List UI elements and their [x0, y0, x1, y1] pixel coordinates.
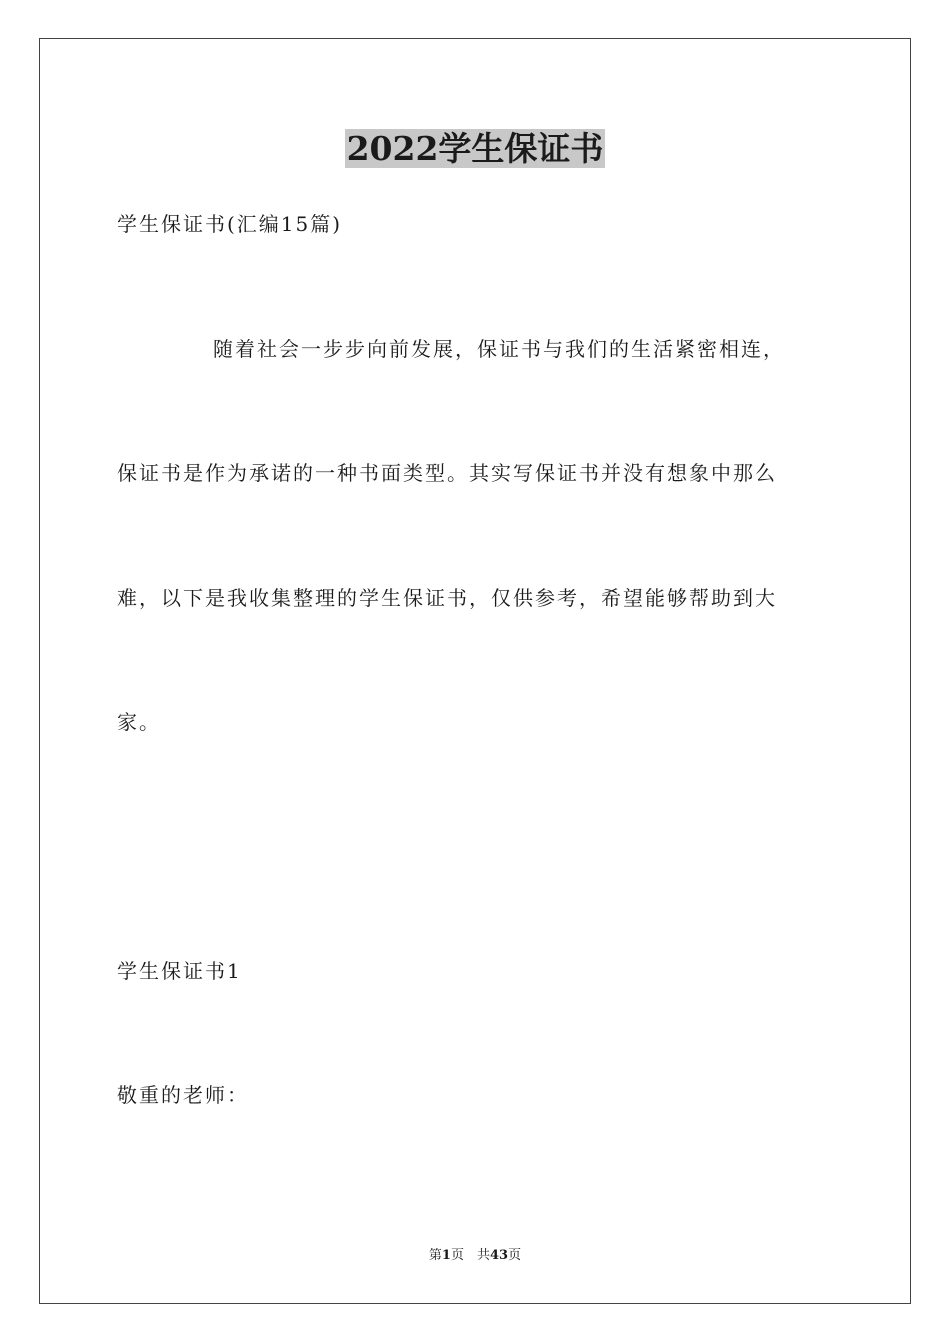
- document-title-text: 2022学生保证书: [346, 129, 604, 168]
- document-title: [0, 127, 950, 171]
- footer-suffix: 页: [508, 1248, 522, 1263]
- intro-line-3: 难，以下是我收集整理的学生保证书，仅供参考，希望能够帮助到大: [117, 586, 777, 610]
- footer-page-total: 43: [489, 1248, 509, 1263]
- page-footer: [0, 1247, 950, 1265]
- section-heading: 学生保证书1: [117, 959, 242, 983]
- salutation: 敬重的老师：: [117, 1083, 249, 1107]
- footer-page-number: 1: [441, 1248, 451, 1263]
- intro-line-2: 保证书是作为承诺的一种书面类型。其实写保证书并没有想象中那么: [117, 461, 777, 485]
- intro-line-1: 随着社会一步步向前发展，保证书与我们的生活紧密相连，: [213, 337, 785, 361]
- document-subtitle: 学生保证书(汇编15篇): [117, 212, 343, 236]
- footer-prefix: 第: [428, 1248, 442, 1263]
- intro-line-4: 家。: [117, 710, 161, 734]
- footer-mid: 页 共: [450, 1248, 490, 1263]
